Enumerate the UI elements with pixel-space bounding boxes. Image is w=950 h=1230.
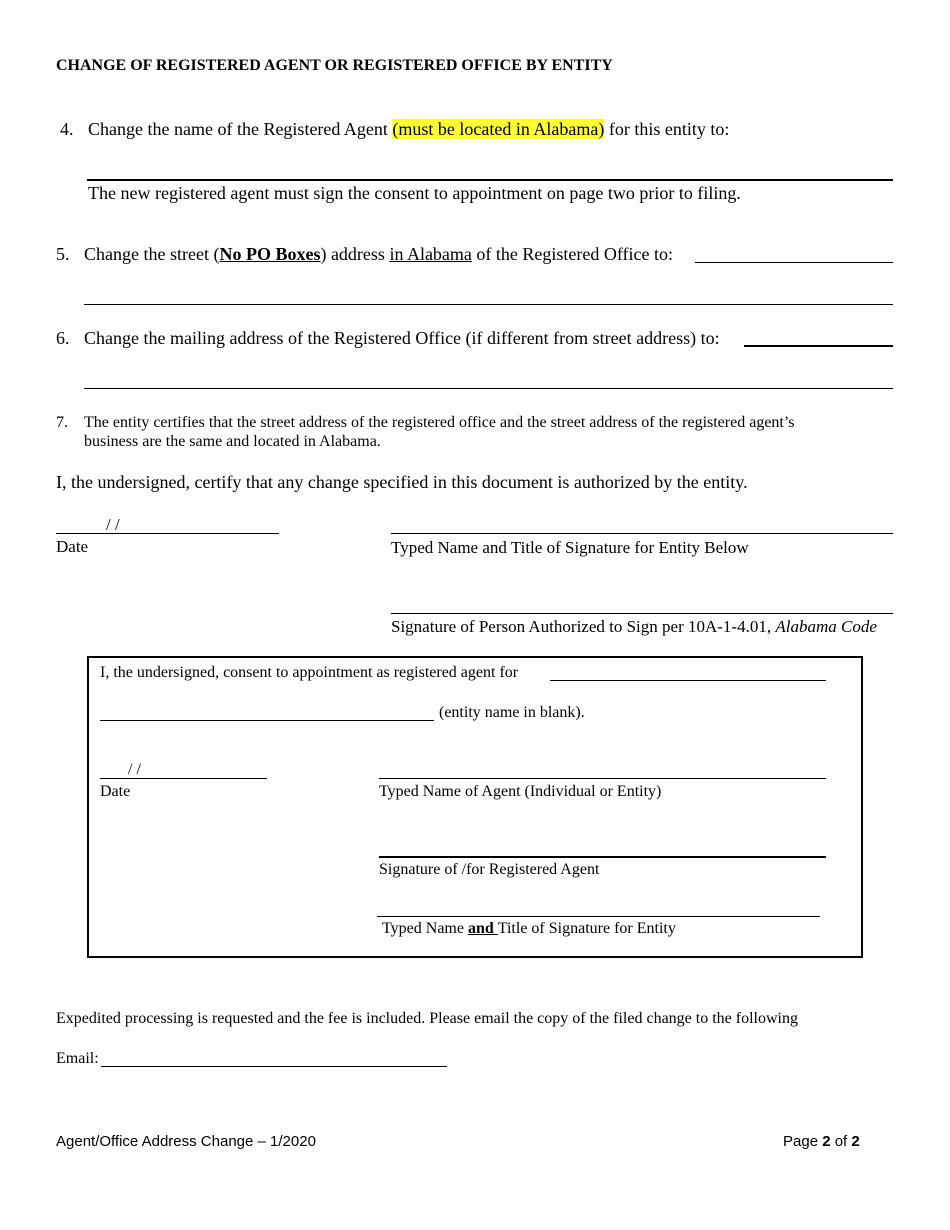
email-label: Email: [56,1050,99,1067]
item-6-number: 6. [56,328,70,348]
agent-date-label: Date [100,783,131,800]
item-4-text [88,119,729,140]
consent-box [87,656,863,958]
agent-entity-title-label [382,920,676,938]
page-word: Page [783,1133,823,1150]
entity-typed-name-label: Typed Name and Title of Signature for Entity Below [391,538,749,557]
street-address-line-2[interactable] [84,304,893,305]
item-4-note: The new registered agent must sign the consent to appointment on page two prior to filing. [88,183,741,203]
form-title: CHANGE OF REGISTERED AGENT OR REGISTERED OFFICE BY ENTITY [56,57,613,74]
entity-signature-line[interactable] [391,613,893,614]
item-5-number: 5. [56,244,70,264]
no-po-boxes: No PO Boxes [219,244,321,264]
alabama-code-text: Alabama Code [775,617,877,636]
item-4-text-before: Change the name of the Registered Agent [88,119,393,139]
email-line[interactable] [101,1066,447,1067]
entity-signature-label [391,617,877,637]
expedite-text: Expedited processing is requested and the fee is included. Please email the copy of the filed change to the following [56,1010,798,1027]
item-4-text-after: for this entity to: [604,119,730,139]
agent-signature-line[interactable] [379,856,826,858]
item-5-text-2: ) address [320,244,390,264]
item-7-line-1: The entity certifies that the street address of the registered office and the street address of the registered agent’s [84,414,795,431]
page-total: 2 [851,1133,860,1150]
footer-page-number [783,1133,860,1150]
agent-date-line[interactable] [100,778,267,779]
consent-entity-line-2[interactable] [100,720,434,721]
item-7-line-2: business are the same and located in Alabama. [84,433,381,450]
item-5-text-1: Change the street ( [84,244,220,264]
item-7-number: 7. [56,414,68,431]
mailing-address-line-2[interactable] [84,388,893,389]
entity-date-line[interactable] [56,533,279,534]
entity-typed-name-line[interactable] [391,533,893,534]
typed-name-text: Typed Name [382,920,468,937]
certify-statement: I, the undersigned, certify that any change specified in this document is authorized by the entity. [56,472,748,492]
footer-form-id: Agent/Office Address Change – 1/2020 [56,1133,316,1150]
entity-date-slashes: / / [106,515,120,534]
item-5-text-3: of the Registered Office to: [471,244,674,264]
agent-typed-name-line[interactable] [379,778,826,779]
item-6-text: Change the mailing address of the Registered Office (if different from street address) to: [84,328,720,348]
agent-name-line[interactable] [87,179,893,181]
entity-signature-label-text: Signature of Person Authorized to Sign per 10A-1-4.01, [391,617,776,636]
agent-typed-name-label: Typed Name of Agent (Individual or Entity) [379,783,662,800]
mailing-address-line-1[interactable] [744,345,893,347]
page-num: 2 [822,1133,831,1150]
agent-entity-title-line[interactable] [377,916,820,917]
in-alabama: in Alabama [389,244,472,264]
consent-entity-line-1[interactable] [550,680,826,681]
item-5-text [84,244,673,265]
alabama-highlight: (must be located in Alabama) [392,119,605,139]
entity-name-blank-label: (entity name in blank). [439,704,585,721]
consent-text: I, the undersigned, consent to appointment as registered agent for [100,664,519,681]
agent-date-slashes: / / [128,761,141,778]
entity-date-label: Date [56,537,89,556]
title-of-signature-text: Title of Signature for Entity [497,920,676,937]
street-address-line-1[interactable] [695,262,893,263]
item-4-number: 4. [60,119,74,139]
agent-signature-label: Signature of /for Registered Agent [379,861,600,878]
and-text: and [467,920,498,937]
of-word: of [830,1133,852,1150]
